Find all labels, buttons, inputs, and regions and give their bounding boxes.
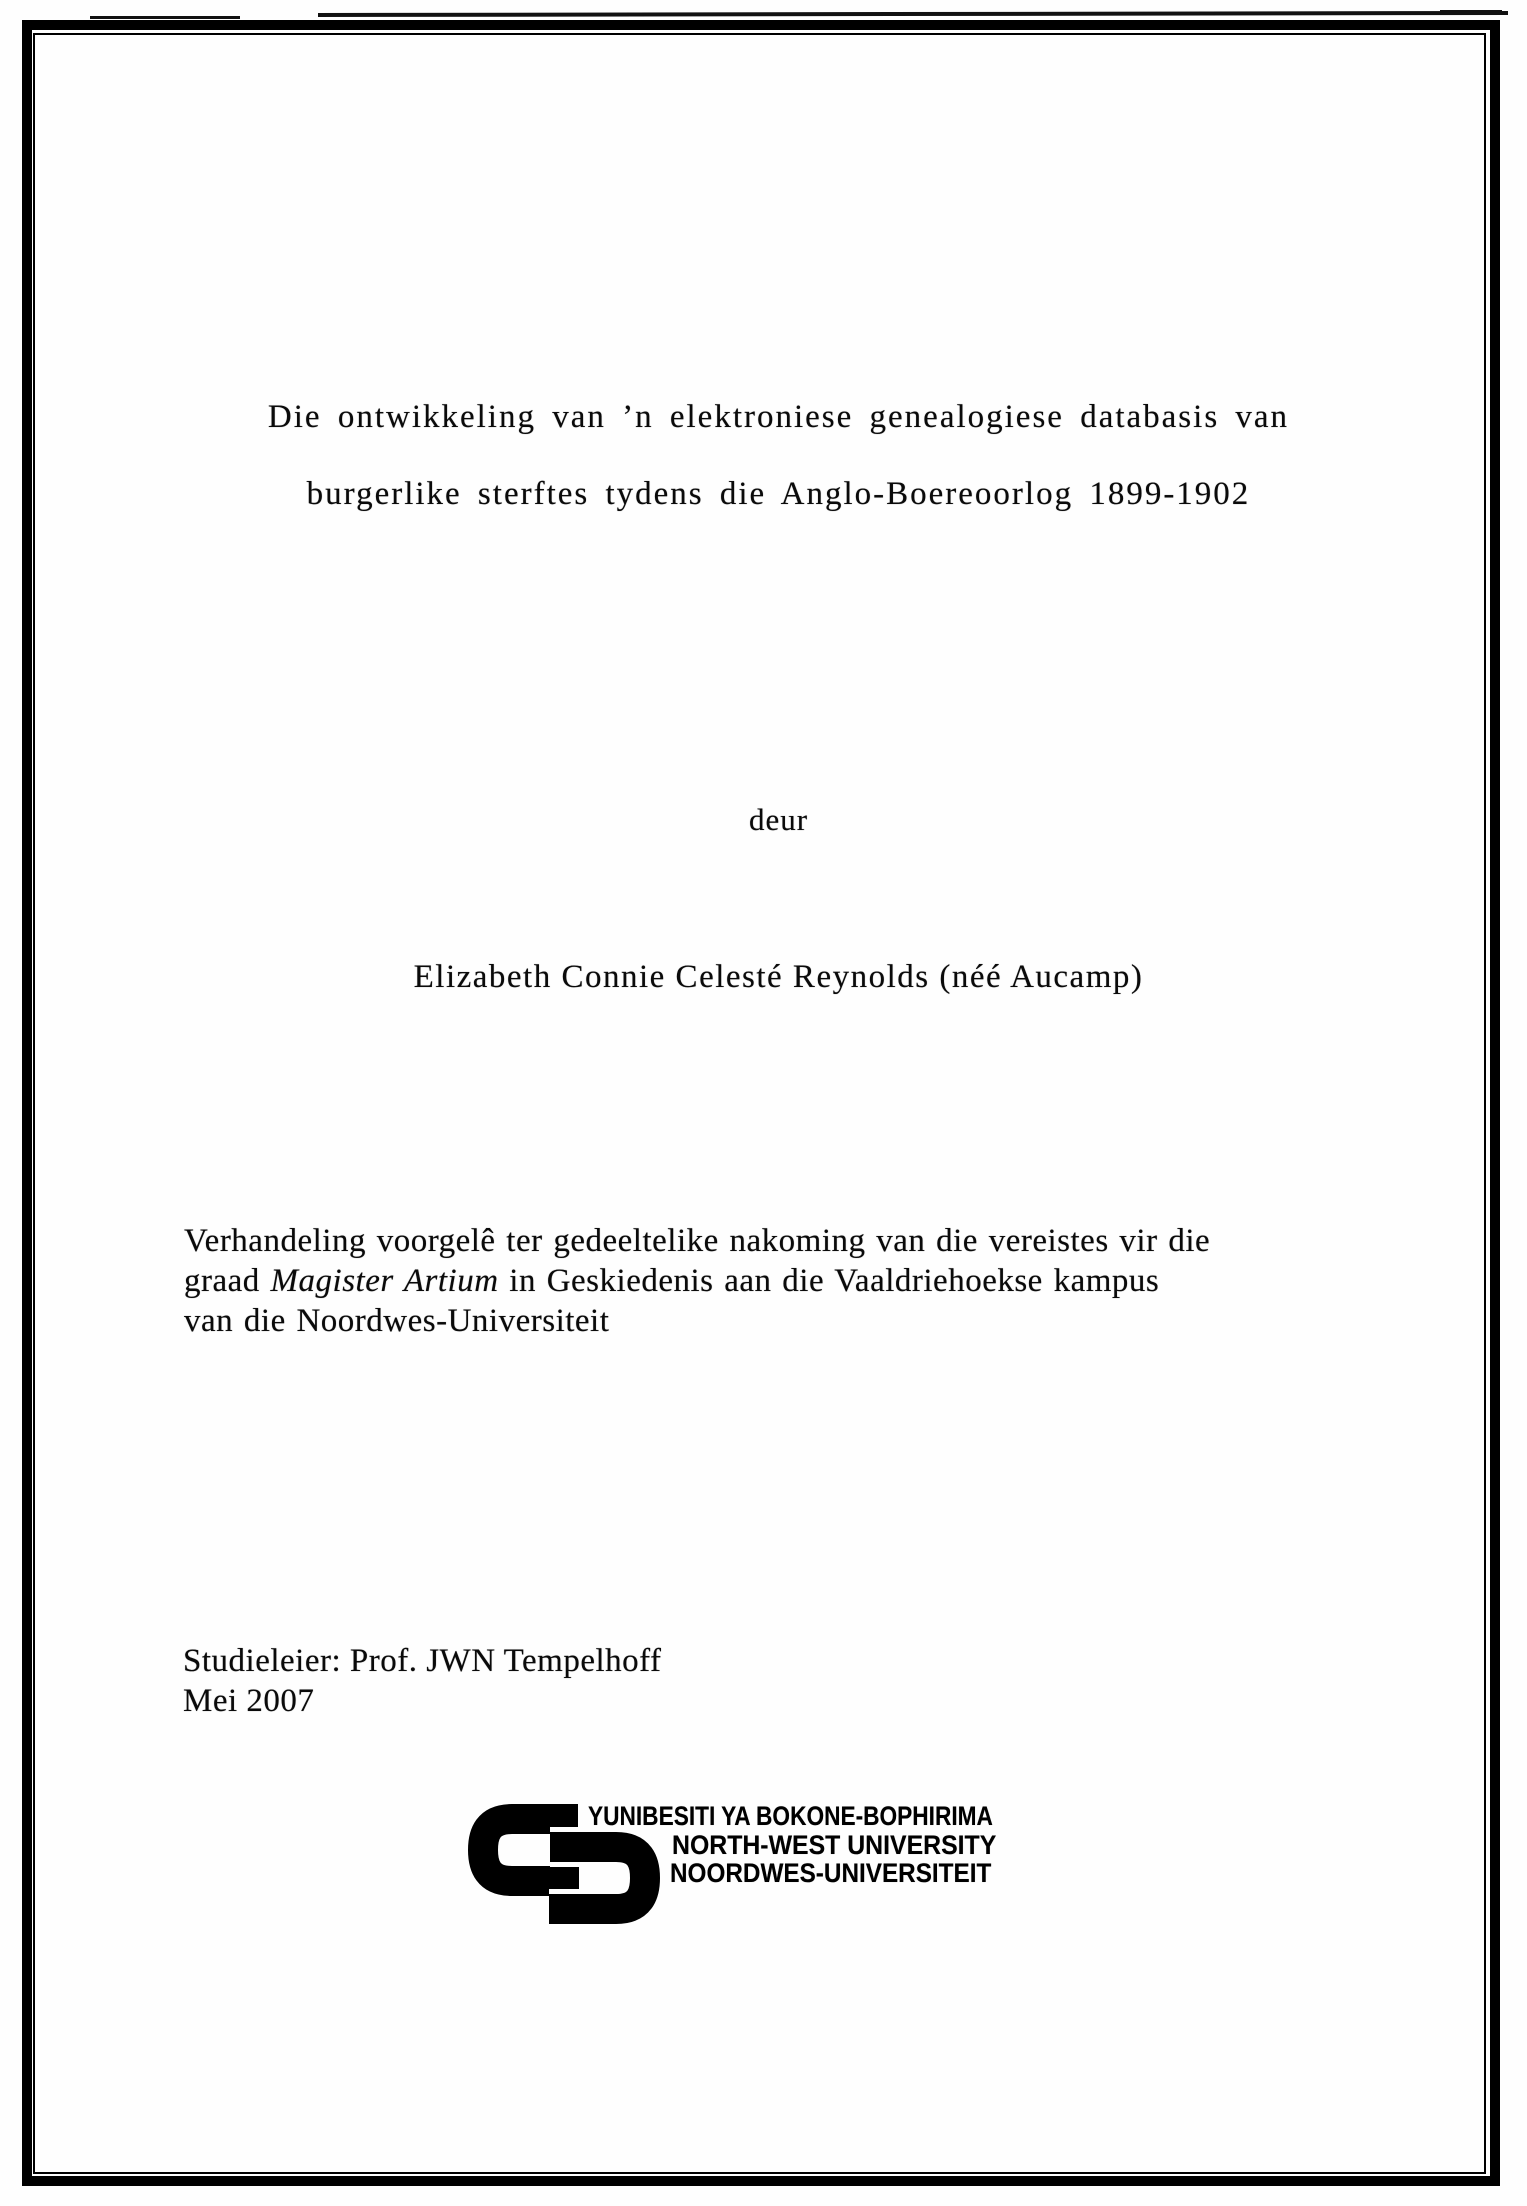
declaration-line-1: Verhandeling voorgelê ter gedeeltelike nakoming van die vereistes vir die <box>184 1223 1211 1259</box>
author-name: Elizabeth Connie Celesté Reynolds (néé Aucamp) <box>413 959 1144 995</box>
declaration-line-2 <box>184 1261 1352 1301</box>
university-name-english: NORTH-WEST UNIVERSITY <box>672 1830 997 1860</box>
thesis-title-line-2: burgerlike sterftes tydens die Anglo-Boereoorlog 1899-1902 <box>306 476 1251 512</box>
degree-name-italic: Magister Artium <box>270 1263 499 1299</box>
declaration-line-2-suffix: in Geskiedenis aan die Vaaldriehoekse kampus <box>498 1263 1160 1299</box>
university-name-afrikaans: NOORDWES-UNIVERSITEIT <box>670 1858 992 1888</box>
byline: deur <box>748 802 809 837</box>
degree-declaration <box>184 1221 1352 1341</box>
scan-artifact <box>318 11 1508 17</box>
date-line: Mei 2007 <box>183 1683 315 1719</box>
university-name-setswana: YUNIBESITI YA BOKONE-BOPHIRIMA <box>588 1801 993 1831</box>
thesis-title-line-1: Die ontwikkeling van ’n elektroniese genealogiese databasis van <box>267 399 1290 435</box>
declaration-line-3: van die Noordwes-Universiteit <box>184 1303 610 1339</box>
supervisor-line: Studieleier: Prof. JWN Tempelhoff <box>183 1643 662 1679</box>
scan-artifact <box>90 16 240 19</box>
scan-artifact <box>1440 10 1502 14</box>
declaration-line-2-prefix: graad <box>184 1263 271 1299</box>
